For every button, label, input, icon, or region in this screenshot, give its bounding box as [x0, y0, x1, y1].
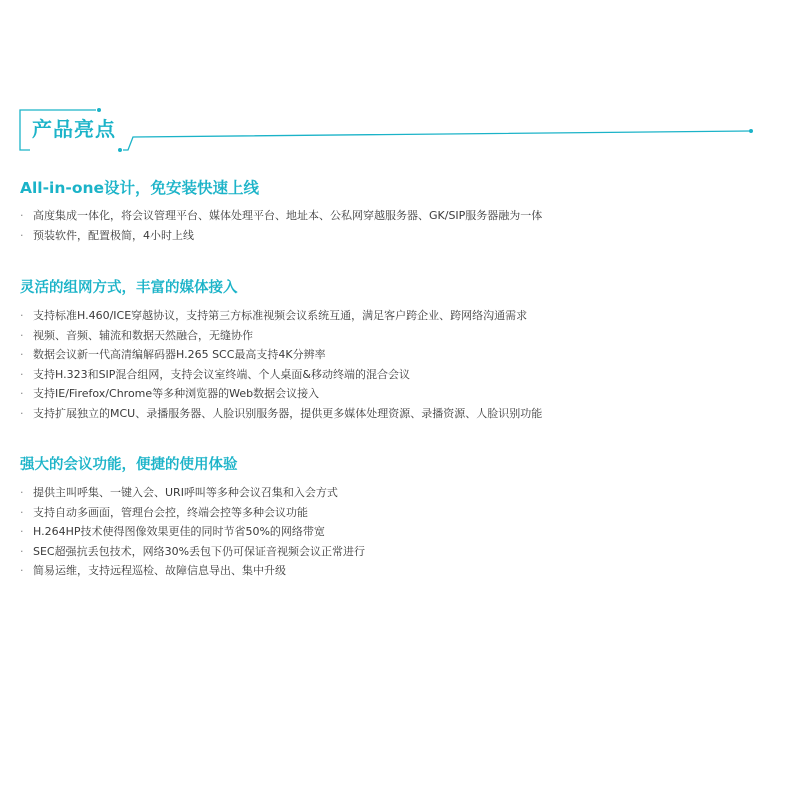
underline-start-dot — [118, 148, 122, 152]
list-item-text: 预装软件，配置极简，4小时上线 — [33, 228, 194, 242]
bullet-list — [20, 206, 760, 245]
list-item-text: 支持扩展独立的MCU、录播服务器、人脸识别服务器，提供更多媒体处理资源、录播资源、人脸识别功能 — [33, 406, 543, 420]
header-decoration — [0, 0, 800, 160]
list-item-text: 数据会议新一代高清编解码器H.265 SCC最高支持4K分辨率 — [33, 348, 326, 361]
list-item — [20, 206, 760, 226]
list-item-text: 高度集成一体化，将会议管理平台、媒体处理平台、地址本、公私网穿越服务器、GK/SIP服务器融为一体 — [33, 209, 543, 222]
list-item — [20, 503, 760, 523]
list-item — [20, 365, 760, 385]
list-item — [20, 522, 760, 542]
section-title: 灵活的组网方式，丰富的媒体接入 — [20, 280, 238, 296]
bullet-dot-icon: · — [20, 387, 24, 400]
bullet-dot-icon: · — [20, 209, 24, 222]
bullet-dot-icon: · — [20, 309, 24, 322]
list-item-text: H.264HP技术使得图像效果更佳的同时节省50%的网络带宽 — [33, 525, 325, 538]
section-title: 强大的会议功能，便捷的使用体验 — [20, 457, 238, 473]
list-item — [20, 384, 760, 404]
list-item — [20, 226, 760, 246]
list-item — [20, 326, 760, 346]
bullet-dot-icon: · — [20, 228, 24, 242]
list-item-text: 简易运维，支持远程巡检、故障信息导出、集中升级 — [33, 564, 286, 577]
list-item — [20, 483, 760, 503]
list-item-text: 支持IE/Firefox/Chrome等多种浏览器的Web数据会议接入 — [33, 387, 320, 400]
section-conference-features — [20, 455, 760, 581]
list-item — [20, 561, 760, 581]
list-item-text: 视频、音频、辅流和数据天然融合，无缝协作 — [33, 328, 253, 342]
list-item-text: 支持H.323和SIP混合组网，支持会议室终端、个人桌面&移动终端的混合会议 — [33, 367, 411, 381]
list-item — [20, 404, 760, 424]
bullet-list — [20, 483, 760, 581]
bracket-side-line — [20, 121, 30, 150]
list-item — [20, 345, 760, 365]
bullet-dot-icon: · — [20, 328, 24, 342]
list-item — [20, 306, 760, 326]
list-item — [20, 542, 760, 562]
list-item-text: 提供主叫呼集、一键入会、URI呼叫等多种会议召集和入会方式 — [33, 486, 338, 499]
list-item-text: 支持自动多画面，管理台会控，终端会控等多种会议功能 — [33, 505, 308, 519]
bullet-dot-icon: · — [20, 486, 24, 499]
bullet-dot-icon: · — [20, 525, 24, 538]
bullet-dot-icon: · — [20, 367, 24, 381]
section-networking — [20, 278, 760, 423]
section-title: All-in-one设计，免安装快速上线 — [20, 179, 260, 197]
page-title: 产品亮点 — [32, 117, 116, 141]
bracket-dot — [97, 108, 101, 112]
section-all-in-one — [20, 178, 760, 245]
bullet-dot-icon: · — [20, 505, 24, 519]
bullet-dot-icon: · — [20, 348, 24, 361]
accent-underline — [123, 131, 750, 150]
underline-end-dot — [749, 129, 753, 133]
bullet-dot-icon: · — [20, 544, 24, 558]
bullet-list — [20, 306, 760, 423]
bullet-dot-icon: · — [20, 564, 24, 577]
list-item-text: 支持标准H.460/ICE穿越协议，支持第三方标准视频会议系统互通，满足客户跨企业、跨网络沟通需求 — [33, 309, 528, 322]
list-item-text: SEC超强抗丢包技术，网络30%丢包下仍可保证音视频会议正常进行 — [33, 544, 366, 558]
bullet-dot-icon: · — [20, 406, 24, 420]
